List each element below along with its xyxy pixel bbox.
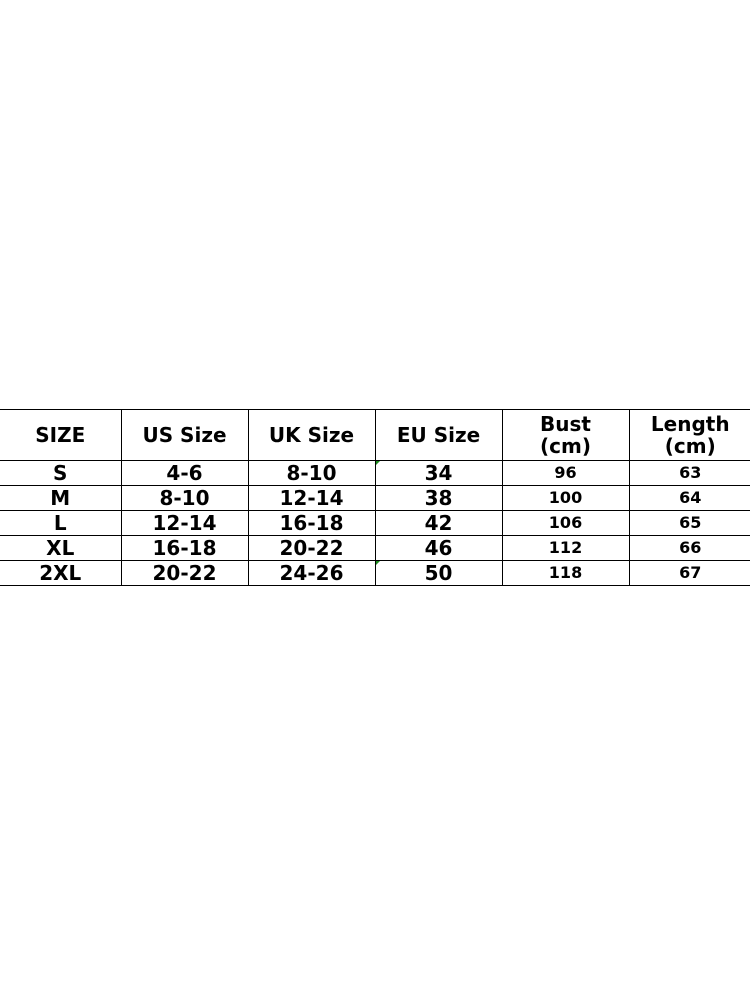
- table-cell-length: 64: [629, 486, 750, 511]
- table-cell-bust: 96: [502, 461, 629, 486]
- table-cell-bust: 106: [502, 511, 629, 536]
- table-cell-bust: 118: [502, 561, 629, 586]
- table-cell-size: L: [0, 511, 121, 536]
- table-cell-uk: 8-10: [248, 461, 375, 486]
- table-cell-uk: 20-22: [248, 536, 375, 561]
- header-length: Length (cm): [629, 410, 750, 461]
- table-cell-uk: 16-18: [248, 511, 375, 536]
- header-size: SIZE: [0, 410, 121, 461]
- cell-corner-marker: [376, 561, 380, 565]
- table-cell-length: 63: [629, 461, 750, 486]
- table-row: [0, 536, 750, 561]
- header-bust: Bust (cm): [502, 410, 629, 461]
- table-cell-us: 8-10: [121, 486, 248, 511]
- table-cell-eu: 38: [375, 486, 502, 511]
- table-row: [0, 511, 750, 536]
- table-cell-eu: 42: [375, 511, 502, 536]
- table-cell-size: M: [0, 486, 121, 511]
- size-chart-table: [0, 409, 750, 586]
- table-row: [0, 486, 750, 511]
- table-row: [0, 461, 750, 486]
- table-cell-size: 2XL: [0, 561, 121, 586]
- table-cell-us: 16-18: [121, 536, 248, 561]
- cell-corner-marker: [376, 461, 380, 465]
- table-cell-us: 20-22: [121, 561, 248, 586]
- table-cell-eu: 50: [375, 561, 502, 586]
- table-cell-uk: 12-14: [248, 486, 375, 511]
- table-cell-length: 65: [629, 511, 750, 536]
- table-cell-length: 67: [629, 561, 750, 586]
- table-cell-bust: 100: [502, 486, 629, 511]
- header-us-size: US Size: [121, 410, 248, 461]
- header-eu-size: EU Size: [375, 410, 502, 461]
- table-cell-eu: 34: [375, 461, 502, 486]
- table-row: [0, 561, 750, 586]
- table-cell-size: S: [0, 461, 121, 486]
- table-cell-uk: 24-26: [248, 561, 375, 586]
- header-uk-size: UK Size: [248, 410, 375, 461]
- table-cell-size: XL: [0, 536, 121, 561]
- table-cell-eu: 46: [375, 536, 502, 561]
- table-header-row: [0, 410, 750, 461]
- table-cell-length: 66: [629, 536, 750, 561]
- table-cell-bust: 112: [502, 536, 629, 561]
- table-cell-us: 12-14: [121, 511, 248, 536]
- table-cell-us: 4-6: [121, 461, 248, 486]
